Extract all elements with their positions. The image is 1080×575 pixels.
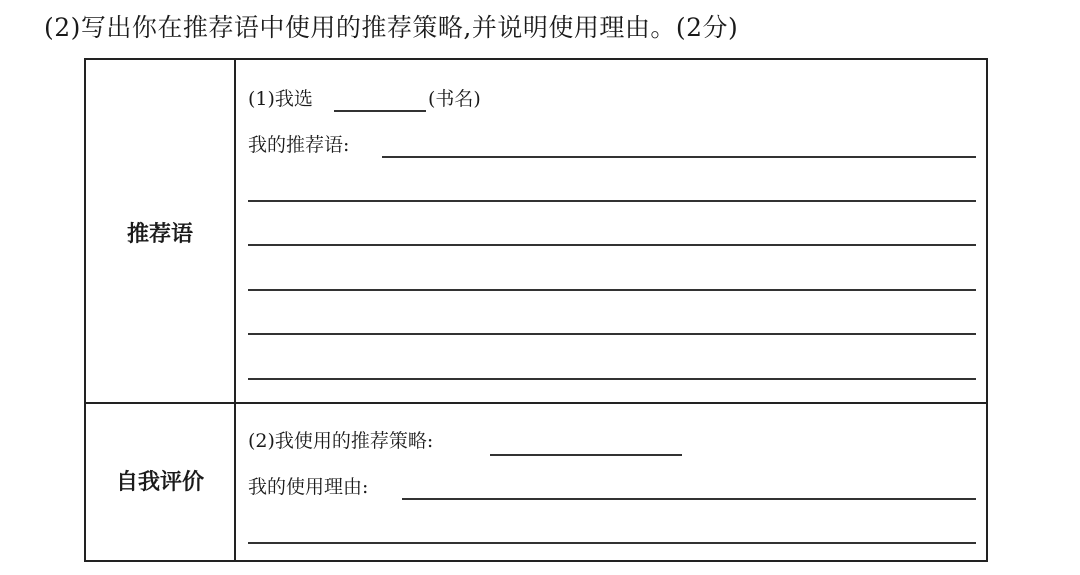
- question-prompt: (2)写出你在推荐语中使用的推荐策略,并说明使用理由。(2分): [44, 13, 739, 42]
- writing-line[interactable]: [248, 378, 976, 380]
- strategy-blank[interactable]: [490, 454, 682, 456]
- book-choice-prefix: (1)我选: [248, 88, 313, 110]
- writing-line[interactable]: [248, 333, 976, 335]
- writing-line[interactable]: [248, 244, 976, 246]
- answer-table: [84, 58, 988, 562]
- book-name-blank[interactable]: [334, 110, 426, 112]
- row-divider: [86, 402, 986, 404]
- recommendation-blank[interactable]: [382, 156, 976, 158]
- writing-line[interactable]: [248, 289, 976, 291]
- book-choice-suffix: (书名): [428, 88, 481, 110]
- row-label-recommendation: 推荐语: [126, 222, 193, 247]
- column-divider: [234, 60, 236, 560]
- recommendation-label: 我的推荐语:: [248, 134, 350, 156]
- writing-line[interactable]: [248, 200, 976, 202]
- reason-blank[interactable]: [402, 498, 976, 500]
- strategy-label: (2)我使用的推荐策略:: [248, 430, 434, 452]
- reason-label: 我的使用理由:: [248, 476, 369, 498]
- row-label-self-evaluation: 自我评价: [115, 470, 204, 495]
- writing-line[interactable]: [248, 542, 976, 544]
